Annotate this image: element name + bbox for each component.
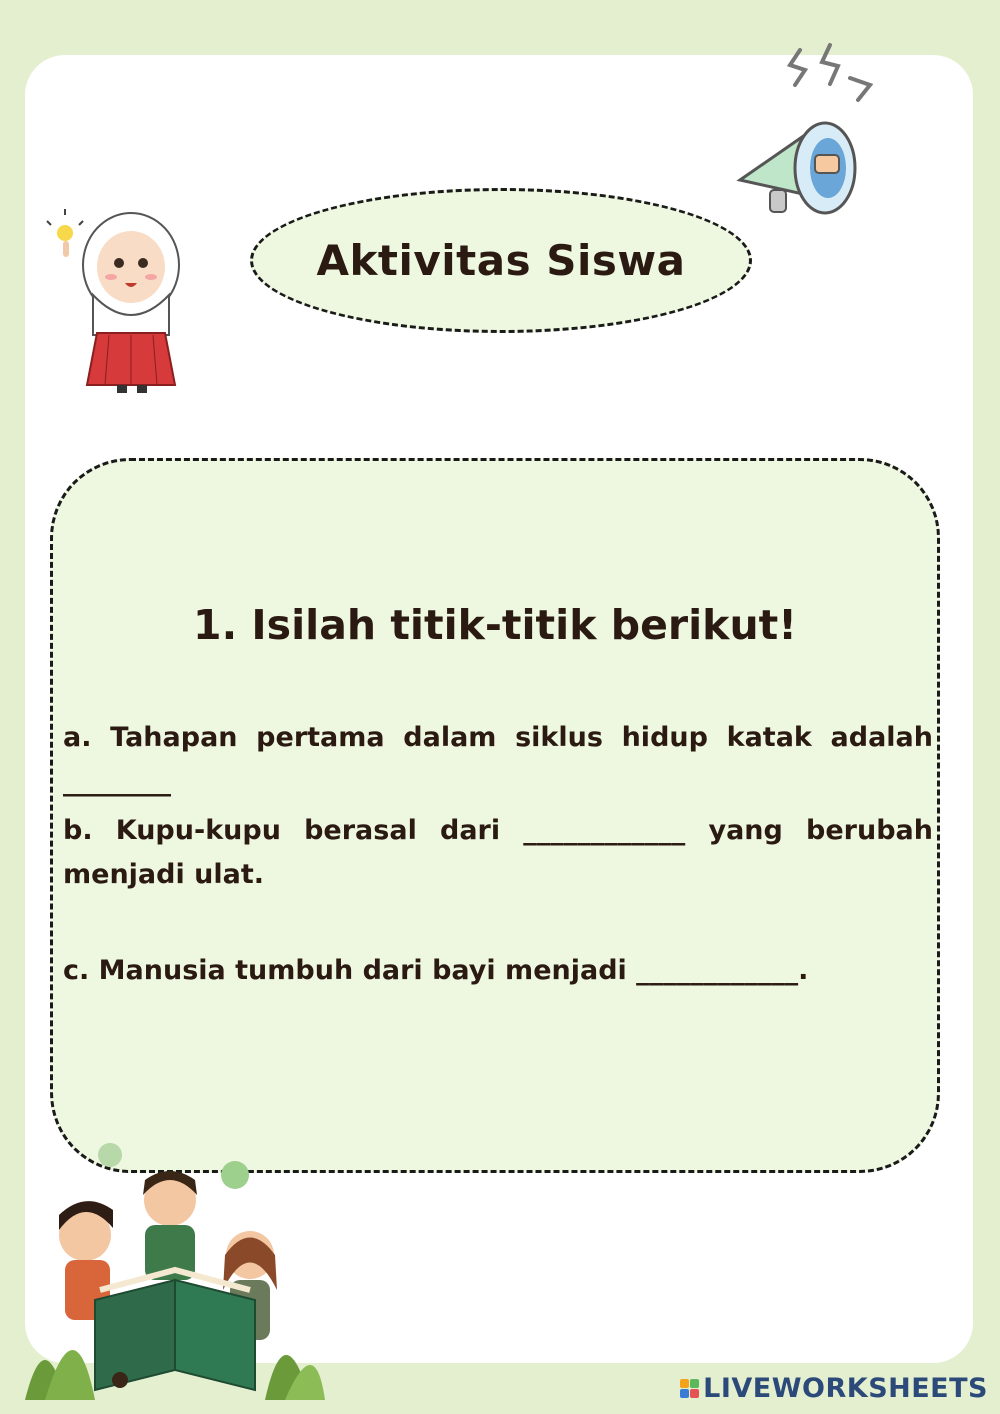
title-banner: [250, 188, 752, 333]
question-item-b: b. Kupu-kupu berasal dari ____________ yang berubah menjadi ulat.: [63, 815, 933, 890]
question-title: 1. Isilah titik-titik berikut!: [193, 601, 797, 649]
activity-box: [50, 458, 940, 1173]
liveworksheets-logo: [680, 1373, 988, 1404]
children-reading-book-illustration: [25, 1140, 325, 1400]
girl-hijab-lightbulb-illustration: [45, 205, 185, 395]
question-item-a: a. Tahapan pertama dalam siklus hidup katak adalah ________: [63, 722, 933, 797]
megaphone-icon: [730, 40, 880, 220]
question-item-c: c. Manusia tumbuh dari bayi menjadi ____________.: [63, 955, 809, 986]
brand-name: LIVEWORKSHEETS: [703, 1373, 988, 1404]
liveworksheets-logo-icon: [680, 1379, 699, 1398]
page-title: Aktivitas Siswa: [316, 236, 686, 285]
